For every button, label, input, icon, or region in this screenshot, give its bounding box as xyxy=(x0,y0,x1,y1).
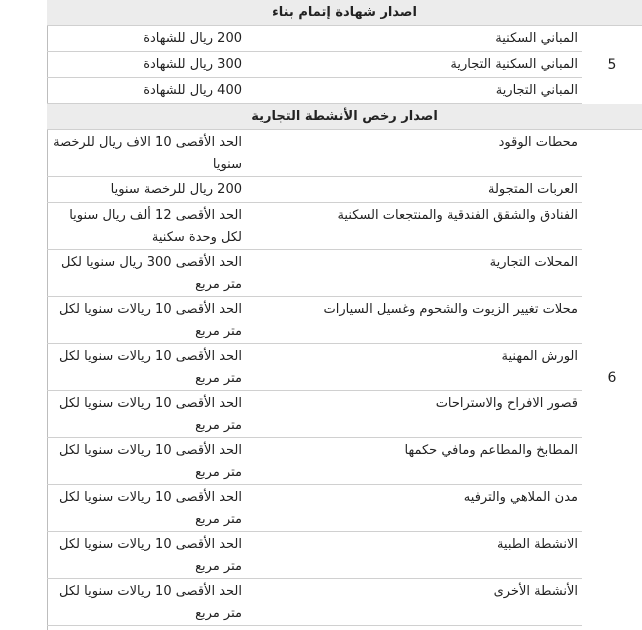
table-row xyxy=(47,344,642,391)
table-row xyxy=(47,130,642,177)
item-cell: المحلات التجارية xyxy=(247,250,582,297)
section-header-row xyxy=(47,104,642,130)
fee-cell: الحد الأقصى 10 ريالات سنويا لكل متر مربع xyxy=(47,438,247,485)
fee-cell: 400 ريال للشهادة xyxy=(47,78,247,104)
item-cell: الفنادق والشقق الفندقية والمنتجعات السكنية xyxy=(247,203,582,250)
table-row xyxy=(47,438,642,485)
fee-cell: الحد الأقصى 10 ريالات سنويا لكل متر مربع xyxy=(47,485,247,532)
table-row xyxy=(47,177,642,203)
fee-cell: 200 ريال للرخصة سنويا xyxy=(47,177,247,203)
fee-cell: الحد الأقصى 10 ريالات سنويا لكل متر مربع xyxy=(47,391,247,438)
fee-cell: 200 ريال للشهادة xyxy=(47,26,247,52)
section-header: اصدار شهادة إتمام بناء xyxy=(47,0,642,26)
table-row xyxy=(47,203,642,250)
table-row xyxy=(47,26,642,52)
section-number: 5 xyxy=(582,26,642,104)
fees-table xyxy=(47,0,642,626)
item-cell: المباني السكنية xyxy=(247,26,582,52)
table-row xyxy=(47,297,642,344)
item-cell: المباني التجارية xyxy=(247,78,582,104)
item-cell: محلات تغيير الزيوت والشحوم وغسيل السيارات xyxy=(247,297,582,344)
table-row xyxy=(47,485,642,532)
item-cell: الأنشطة الأخرى xyxy=(247,579,582,626)
fee-cell: الحد الأقصى 12 ألف ريال سنويا لكل وحدة سكنية xyxy=(47,203,247,250)
fee-cell: الحد الأقصى 10 ريالات سنويا لكل متر مربع xyxy=(47,579,247,626)
table-row xyxy=(47,250,642,297)
item-cell: قصور الافراح والاستراحات xyxy=(247,391,582,438)
table-row xyxy=(47,78,642,104)
table-row xyxy=(47,532,642,579)
item-cell: محطات الوقود xyxy=(247,130,582,177)
fee-cell: الحد الأقصى 10 ريالات سنويا لكل متر مربع xyxy=(47,532,247,579)
table-row xyxy=(47,52,642,78)
fee-cell: الحد الأقصى 10 الاف ريال للرخصة سنويا xyxy=(47,130,247,177)
table-row xyxy=(47,579,642,626)
table-row xyxy=(47,391,642,438)
item-cell: الانشطة الطبية xyxy=(247,532,582,579)
item-cell: المباني السكنية التجارية xyxy=(247,52,582,78)
fee-cell: الحد الأقصى 10 ريالات سنويا لكل متر مربع xyxy=(47,297,247,344)
item-cell: مدن الملاهي والترفيه xyxy=(247,485,582,532)
item-cell: العربات المتجولة xyxy=(247,177,582,203)
fee-cell: 300 ريال للشهادة xyxy=(47,52,247,78)
fee-cell: الحد الأقصى 10 ريالات سنويا لكل متر مربع xyxy=(47,344,247,391)
section-header-row xyxy=(47,0,642,26)
section-header: اصدار رخص الأنشطة التجارية xyxy=(47,104,642,130)
item-cell: المطابخ والمطاعم ومافي حكمها xyxy=(247,438,582,485)
section-number: 6 xyxy=(582,130,642,626)
item-cell: الورش المهنية xyxy=(247,344,582,391)
fee-cell: الحد الأقصى 300 ريال سنويا لكل متر مربع xyxy=(47,250,247,297)
